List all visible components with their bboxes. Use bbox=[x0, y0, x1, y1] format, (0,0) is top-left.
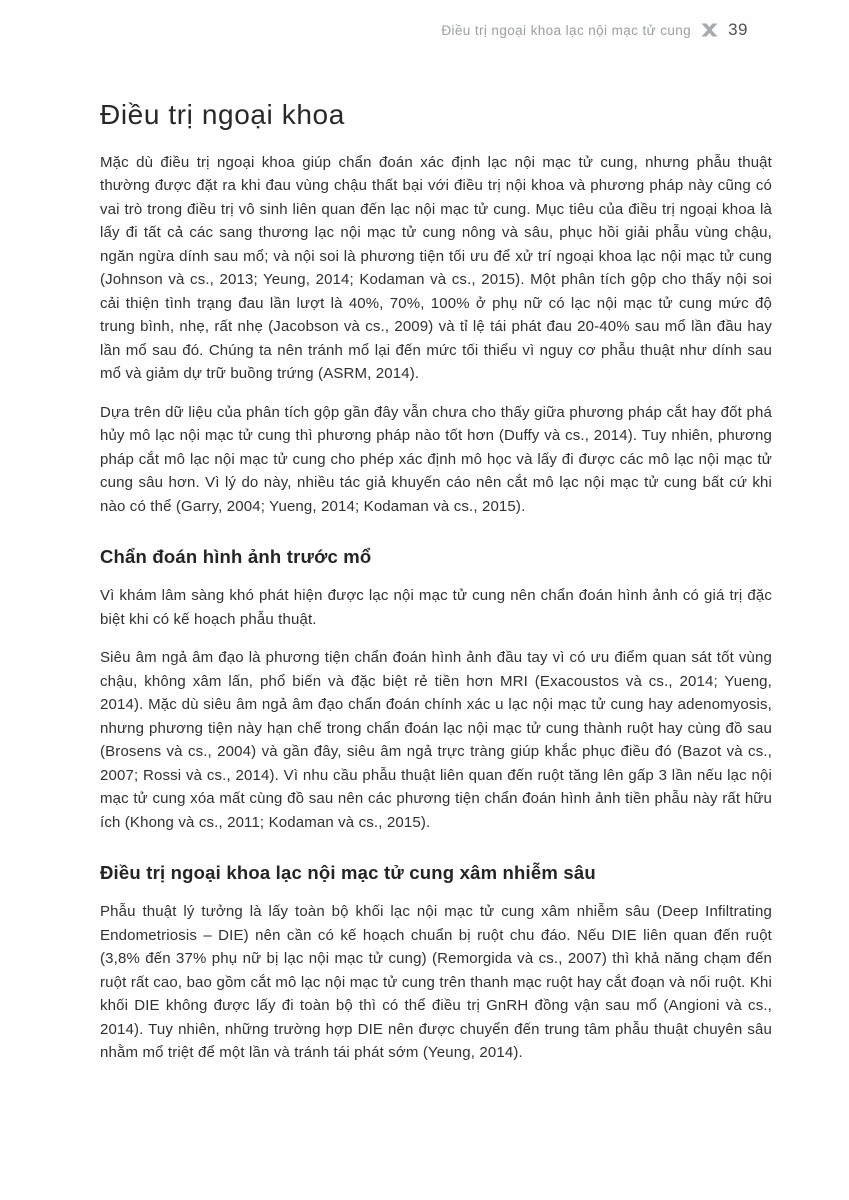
imaging-paragraph-2: Siêu âm ngả âm đạo là phương tiện chẩn đoán hình ảnh đầu tay vì có ưu điểm quan sát tốt vùng chậu, không xâm lấn, phổ biến và đặc biệt rẻ tiền hơn MRI (Exacoustos và cs., 2014; Yueng, 2014). Mặc dù siêu âm ngả âm đạo chẩn đoán chính xác u lạc nội mạc tử cung hay adenomyosis, nhưng phương tiện này hạn chế trong chẩn đoán lạc nội mạc tử cung thành ruột hay cùng đồ sau (Brosens và cs., 2004) và gần đây, siêu âm ngả trực tràng giúp khắc phục điều đó (Bazot và cs., 2007; Rossi và cs., 2014). Vì nhu cầu phẫu thuật liên quan đến ruột tăng lên gấp 3 lần nếu lạc nội mạc tử cung xóa mất cùng đồ sau nên các phương tiện chẩn đoán hình ảnh tiền phẫu này rất hữu ích (Khong và cs., 2011; Kodaman và cs., 2015). bbox=[100, 649, 772, 831]
x-ornament-icon bbox=[701, 23, 718, 37]
intro-paragraph-2: Dựa trên dữ liệu của phân tích gộp gần đây vẫn chưa cho thấy giữa phương pháp cắt hay đốt phá hủy mô lạc nội mạc tử cung thì phương pháp nào tốt hơn (Duffy và cs., 2014). Tuy nhiên, phương pháp cắt mô lạc nội mạc tử cung cho phép xác định mô học và lấy đi được các mô lạc nội mạc tử cung sâu hơn. Vì lý do này, nhiều tác giả khuyến cáo nên cắt mô lạc nội mạc tử cung bất cứ khi nào có thể (Garry, 2004; Yueng, 2014; Kodaman và cs., 2015). bbox=[100, 403, 772, 515]
running-header bbox=[100, 20, 748, 40]
die-paragraph-1: Phẫu thuật lý tưởng là lấy toàn bộ khối lạc nội mạc tử cung xâm nhiễm sâu (Deep Infiltrating Endometriosis – DIE) nên cần có kế hoạch chuẩn bị ruột chu đáo. Nếu DIE liên quan đến ruột (3,8% đến 37% phụ nữ bị lạc nội mạc tử cung) (Remorgida và cs., 2007) thì khả năng chạm đến ruột rất cao, bao gồm cắt mô lạc nội mạc tử cung trên thanh mạc ruột hay cắt đoạn và nối ruột. Khi khối DIE không được lấy đi toàn bộ thì có thể điều trị GnRH đồng vận sau mổ (Angioni và cs., 2014). Tuy nhiên, những trường hợp DIE nên được chuyển đến trung tâm phẫu thuật chuyên sâu nhằm mổ triệt để một lần và tránh tái phát sớm (Yeung, 2014). bbox=[100, 903, 772, 1062]
section-heading-preop-imaging: Chẩn đoán hình ảnh trước mổ bbox=[100, 546, 372, 568]
page-title: Điều trị ngoại khoa bbox=[100, 99, 345, 130]
page-number: 39 bbox=[728, 20, 748, 39]
running-header-title: Điều trị ngoại khoa lạc nội mạc tử cung bbox=[441, 22, 692, 38]
intro-paragraph-1: Mặc dù điều trị ngoại khoa giúp chẩn đoán xác định lạc nội mạc tử cung, nhưng phẫu thuật thường được đặt ra khi đau vùng chậu thất bại với điều trị nội khoa và phương pháp này cũng có vai trò trong điều trị vô sinh liên quan đến lạc nội mạc tử cung. Mục tiêu của điều trị ngoại khoa là lấy đi tất cả các sang thương lạc nội mạc tử cung nông và sâu, phục hồi giải phẫu vùng chậu, ngăn ngừa dính sau mổ; và nội soi là phương tiện tối ưu để xử trí ngoại khoa lạc nội mạc tử cung (Johnson và cs., 2013; Yeung, 2014; Kodaman và cs., 2015). Một phân tích gộp cho thấy nội soi cải thiện tình trạng đau lần lượt là 40%, 70%, 100% ở phụ nữ có lạc nội mạc tử cung mức độ trung bình, nhẹ, rất nhẹ (Jacobson và cs., 2009) và tỉ lệ tái phát đau 20-40% sau mổ lần đầu hay lần mổ sau đó. Chúng ta nên tránh mổ lại đến mức tối thiểu vì nguy cơ phẫu thuật như dính sau mổ và giảm dự trữ buồng trứng (ASRM, 2014). bbox=[100, 153, 772, 383]
imaging-paragraph-1: Vì khám lâm sàng khó phát hiện được lạc nội mạc tử cung nên chẩn đoán hình ảnh có giá trị đặc biệt khi có kế hoạch phẫu thuật. bbox=[100, 587, 772, 628]
page-content bbox=[100, 98, 772, 1080]
section-heading-deep-infiltrating-endometriosis: Điều trị ngoại khoa lạc nội mạc tử cung xâm nhiễm sâu bbox=[100, 862, 596, 884]
